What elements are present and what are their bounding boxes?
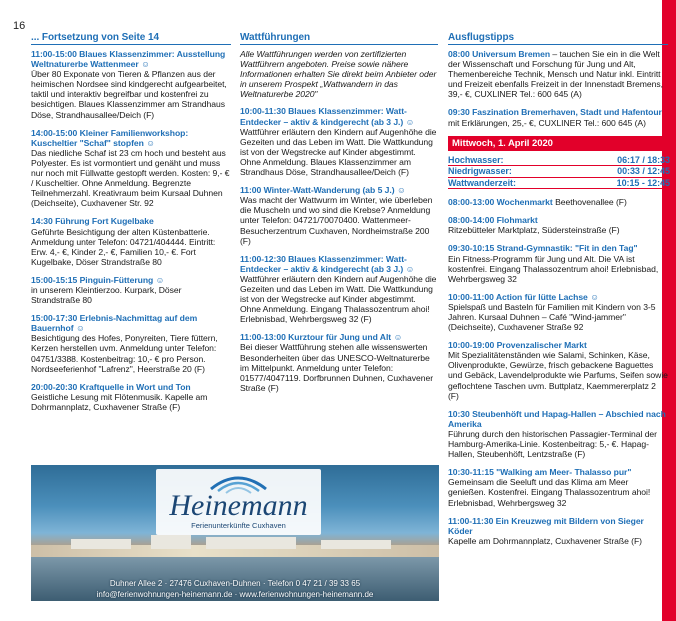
event-item: [448, 292, 668, 332]
advertisement-heinemann[interactable]: [31, 465, 439, 601]
event-item: [240, 106, 438, 177]
event-item: [31, 49, 231, 120]
event-item: [31, 275, 231, 305]
event-title: 11:00-13:00 Kurztour für Jung und Alt ☺: [240, 332, 403, 343]
event-body: Beethovenallee (F): [552, 197, 627, 208]
tide-label: Niedrigwasser:: [448, 166, 512, 177]
event-title: 08:00-13:00 Wochenmarkt: [448, 197, 553, 208]
event-body: Spielspaß und Basteln für Familien mit Kindern von 3-5 Jahren. Kursaal Duhnen – Café "Wind-jammer" (Deichseite), Cuxhavener Straße 92: [448, 301, 656, 333]
event-title: 09:30-10:15 Strand-Gymnastik: "Fit in den Tag": [448, 243, 638, 254]
building-silhouette: [206, 537, 296, 549]
event-item: [448, 340, 668, 401]
event-title: 11:00-12:30 Blaues Klassenzimmer: Watt-Entdecker – aktiv & kindgerecht (ab 3 J.) ☺: [240, 253, 415, 274]
ad-address: Duhner Allee 2 · 27476 Cuxhaven-Duhnen · Telefon 0 47 21 / 39 33 65: [109, 579, 361, 588]
column-continuation: [31, 32, 231, 420]
heinemann-logo: [156, 469, 321, 535]
tide-row: [448, 178, 674, 190]
tide-value: 06:17 / 18:33: [617, 154, 670, 165]
event-body: Wattführer erläutern den Kindern auf Augenhöhe die Gezeiten und das Leben im Watt. Die Wattkundung ist von der Wegstrecke auf Kinder abgestimmt. Ohne Anmeldung. Blaues Klassenzimmer am Strandhaus Döse, Strandhausallee/Deich (F): [240, 126, 437, 178]
event-list: [31, 49, 231, 412]
section-header-wattfuehrungen: Wattführungen: [240, 32, 438, 45]
event-body: Besichtigung des Hofes, Ponyreiten, Tiere füttern, Kerzen herstellen uvm. Anmeldung unter Telefon: 04751/3388. Kostenbeitrag: 10,- € pro Person. Nordseeferienhof "Lafrenz", Heerstraße 20 (F): [31, 333, 218, 374]
event-item: [448, 197, 668, 207]
column-wattfuehrungen: [240, 32, 438, 401]
event-list: [448, 197, 668, 546]
tide-row: [448, 166, 674, 178]
event-body: Geistliche Lesung mit Flötenmusik. Kapelle am Dohrmannplatz, Cuxhavener Straße (F): [31, 391, 208, 412]
event-item: [31, 382, 231, 412]
event-title: 20:00-20:30 Kraftquelle in Wort und Ton: [31, 381, 191, 392]
brand-subtitle: Ferienunterkünfte Cuxhaven: [191, 521, 286, 530]
event-body: in unserem Kleintierzoo. Kurpark, Döser Strandstraße 80: [31, 284, 182, 306]
event-body: Wattführer erläutern den Kindern auf Augenhöhe die Gezeiten und das Leben im Watt. Die Wattkundung ist von der Wegstrecke auf Kinder abgestimmt. Ohne Anmeldung. Eingang Thalassozentrum ahoi! Erlebnisbad, Wehrbergsweg 32 (F): [240, 273, 437, 325]
building-silhouette: [151, 535, 191, 549]
event-body: Führung durch den historischen Passagier-Terminal der Hamburg-Amerika-Linie. Kostenbeitrag: 5,- €. Hapag-Hallen, Steubenhöft, Lentzstraße (F): [448, 428, 657, 460]
event-item: [448, 516, 668, 546]
event-item: [448, 409, 668, 459]
event-title: 11:00-15:00 Blaues Klassenzimmer: Ausstellung Weltnaturerbe Wattenmeer ☺: [31, 49, 226, 70]
event-title: 10:30-11:15 "Walking am Meer- Thalasso pur": [448, 467, 632, 478]
building-silhouette: [321, 540, 391, 549]
event-body: Bei dieser Wattführung stehen alle wissenswerten Besonderheiten über das UNESCO-Weltnaturerbe im Mittelpunkt. Anmeldung unter Telefon: 01577/4047119. Dorfbrunnen Duhnen, Cuxhavener Straße (F): [240, 342, 434, 393]
date-banner: Mittwoch, 1. April 2020: [448, 136, 668, 151]
event-title: 10:30 Steubenhöft und Hapag-Hallen – Abschied nach Amerika: [448, 408, 666, 429]
event-item: [448, 243, 668, 283]
tide-label: Hochwasser:: [448, 154, 504, 165]
section-header-continuation: ... Fortsetzung von Seite 14: [31, 32, 231, 45]
brand-name: Heinemann: [169, 489, 308, 522]
tide-value: 10:15 - 12:45: [616, 177, 670, 188]
event-body: Ritzebütteler Marktplatz, Südersteinstraße (F): [448, 225, 620, 236]
event-title: 15:00-17:30 Erlebnis-Nachmittag auf dem Bauernhof ☺: [31, 313, 198, 334]
event-list: [240, 106, 438, 392]
event-item: [448, 215, 668, 235]
event-title: 08:00 Universum Bremen: [448, 49, 551, 59]
column-ausflugstipps: [448, 32, 668, 554]
event-item: [240, 185, 438, 246]
tide-table: [448, 155, 668, 190]
tide-label: Wattwanderzeit:: [448, 177, 516, 188]
event-body: Kapelle am Dohrmannplatz, Cuxhavener Straße (F): [448, 535, 642, 546]
tide-value: 00:33 / 12:45: [617, 166, 670, 177]
tips-list: [448, 49, 668, 128]
event-item: [240, 332, 438, 393]
event-body: Ein Fitness-Programm für Jung und Alt. Die VA ist kostenfrei. Eingang Thalassozentrum ahoi! Erlebnisbad, Wehrbergsweg 32: [448, 253, 659, 284]
ad-web[interactable]: info@ferienwohnungen-heinemann.de · www.ferienwohnungen-heinemann.de: [96, 590, 374, 599]
event-body: Das niedliche Schaf ist 23 cm hoch und besteht aus Polyester. Es ist vormontiert und genäht und muss nur noch mit Füllwatte gestopft werden. Kosten: 9,- € / Kuscheltier. Ohne Anmeldung. Begrenzte Teilnehmerzahl. Kreativraum beim Kursaal Duhnen (Deichseite), Cuxhavener Str. 92: [31, 147, 230, 209]
event-item: [31, 128, 231, 209]
event-body: mit Erklärungen, 25,- €, CUXLINER Tel.: 600 645 (A): [448, 117, 646, 128]
building-silhouette: [71, 539, 131, 549]
event-item: [31, 313, 231, 374]
section-intro: Alle Wattführungen werden von zertifizierten Wattführern angeboten. Preise sowie nähere Informationen erhalten Sie direkt beim Anbieter oder in unserem Prospekt „Wattwandern in das Weltnaturerbe 2020": [240, 49, 437, 100]
event-title: 14:00-15:00 Kleiner Familienworkshop: Kuscheltier "Schaf" stopfen ☺: [31, 127, 189, 148]
event-title: 10:00-11:00 Action für lütte Lachse ☺: [448, 291, 599, 302]
event-item: [448, 49, 668, 99]
event-title: 10:00-19:00 Provenzalischer Markt: [448, 340, 587, 351]
event-title: 09:30 Faszination Bremerhaven, Stadt und Hafentour: [448, 107, 662, 118]
event-body: – tauchen Sie ein in die Welt der Wissenschaft und Forschung für Jung und Alt, Themenbereiche Technik, Mensch und Natur inkl. Eintritt und Freizeit ebenfalls Freizeit in der Innenstadt Bremens, 39,- €, CUXLINER Tel.: 600 645 (A): [448, 49, 663, 100]
ad-contact: [31, 576, 439, 601]
tide-row: [448, 155, 674, 167]
event-title: 08:00-14:00 Flohmarkt: [448, 215, 538, 226]
event-title: 15:00-15:15 Pinguin-Fütterung ☺: [31, 274, 165, 285]
event-body: Geführte Besichtigung der alten Küstenbatterie. Anmeldung unter Telefon: 04721/404444. Eintritt: Erw. 4,- €, Kinder 2,- €, Familien 10,- €. Fort Kugelbake, Döser Strandstraße 80: [31, 226, 216, 267]
event-title: 14:30 Führung Fort Kugelbake: [31, 216, 154, 227]
event-item: [240, 254, 438, 325]
event-body: Gemeinsam die Seeluft und das Klima am Meer genießen. Kostenfrei. Eingang Thalassozentrum ahoi! Erlebnisbad, Wehrbergsweg 32: [448, 477, 651, 508]
event-title: 11:00 Winter-Watt-Wanderung (ab 5 J.) ☺: [240, 185, 406, 196]
event-title: 11:00-11:30 Ein Kreuzweg mit Bildern von Sieger Köder: [448, 515, 644, 536]
event-body: Mit Spezialitätenständen wie Salami, Schinken, Käse, Olivenprodukte, Gewürze, frisch gebackene Baguettes und Gebäck, Lavendelprodukte wie Parfums, Seifen sowie geflochtene Taschen uvm. Buttplatz, Kaemmererplatz 2 (F): [448, 350, 668, 401]
event-title: 10:00-11:30 Blaues Klassenzimmer: Watt-Entdecker – aktiv & kindgerecht (ab 3 J.) ☺: [240, 106, 415, 127]
event-item: [31, 216, 231, 266]
event-body: Was macht der Wattwurm im Winter, wie überleben die Muscheln und wo sind die Krebse? Anmeldung unter Telefon: 04721/70070400. Wattenmeer-Besucherzentrum Cuxhaven, Nordheimstraße 200 (F): [240, 195, 433, 246]
event-body: Über 80 Exponate von Tieren & Pflanzen aus der heimischen Nordsee sind kindgerecht aufgearbeitet, taktil und interaktiv begreifbar und kostenfrei zu besichtigen. Blaues Klassenzimmer am Strandhaus Döse, Strandhausallee/Deich (F): [31, 69, 227, 120]
event-item: [448, 467, 668, 507]
event-item: [448, 107, 668, 127]
page-number: 16: [13, 20, 26, 32]
section-header-ausflugstipps: Ausflugstipps: [448, 32, 668, 45]
